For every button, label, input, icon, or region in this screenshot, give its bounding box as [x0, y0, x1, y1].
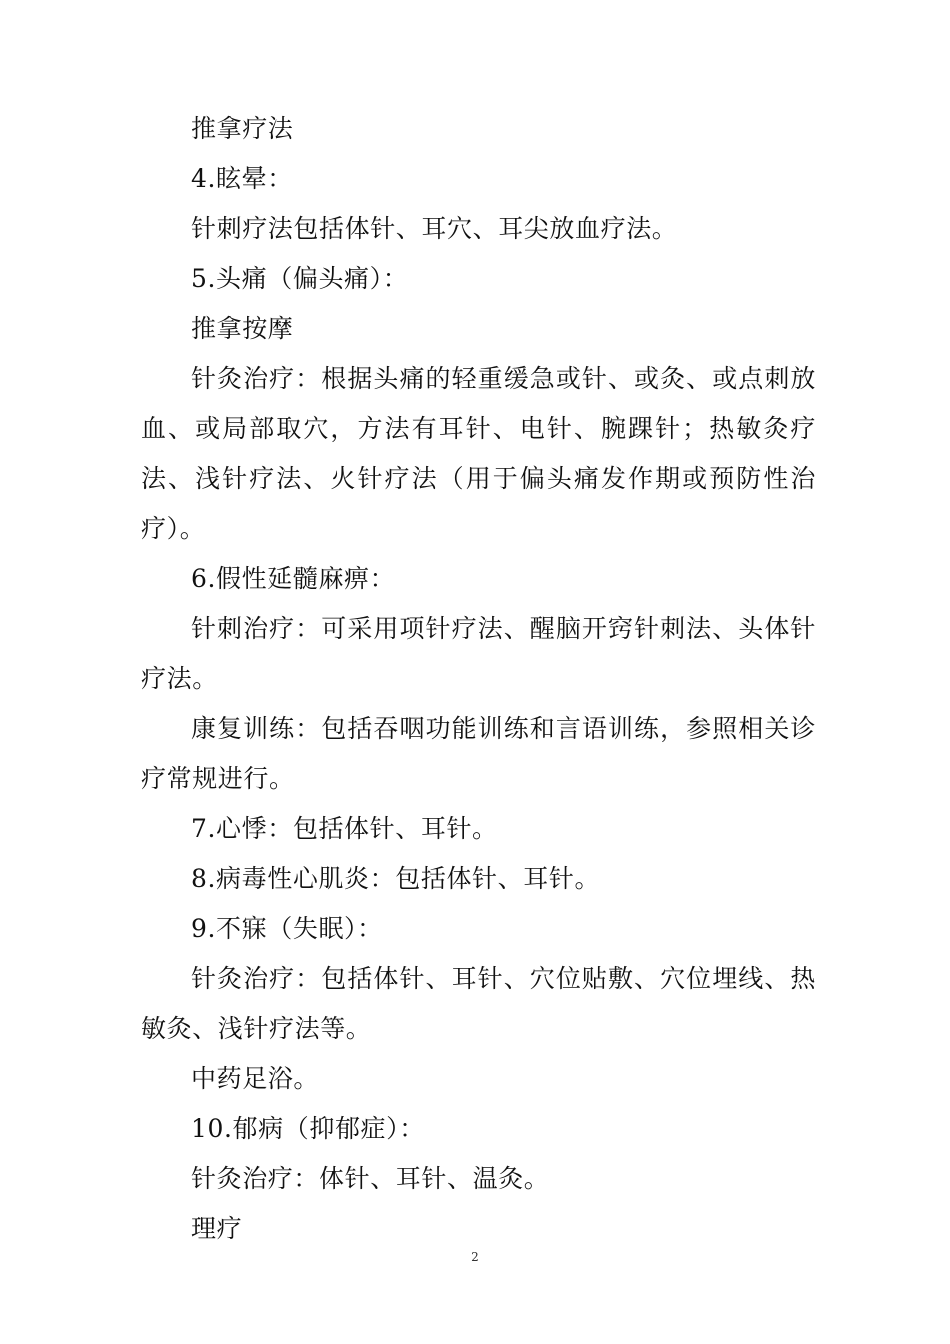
paragraph-1: 推拿疗法 — [191, 114, 294, 143]
paragraph-9: 康复训练：包括吞咽功能训练和言语训练，参照相关诊疗常规进行。 — [141, 714, 816, 793]
document-body — [141, 104, 816, 1254]
paragraph-4: 5.头痛（偏头痛）： — [191, 264, 409, 293]
paragraph-6: 针灸治疗：根据头痛的轻重缓急或针、或灸、或点刺放血、或局部取穴，方法有耳针、电针、腕踝针；热敏灸疗法、浅针疗法、火针疗法（用于偏头痛发作期或预防性治疗）。 — [141, 364, 816, 543]
paragraph-5: 推拿按摩 — [191, 314, 294, 343]
paragraph-17: 理疗 — [191, 1214, 243, 1243]
paragraph-8: 针刺治疗：可采用项针疗法、醒脑开窍针刺法、头体针疗法。 — [141, 614, 816, 693]
paragraph-3: 针刺疗法包括体针、耳穴、耳尖放血疗法。 — [191, 214, 678, 243]
paragraph-13: 针灸治疗：包括体针、耳针、穴位贴敷、穴位埋线、热敏灸、浅针疗法等。 — [141, 964, 816, 1043]
paragraph-14: 中药足浴。 — [191, 1064, 320, 1093]
paragraph-2: 4.眩晕： — [191, 164, 293, 193]
paragraph-12: 9.不寐（失眠）： — [191, 914, 383, 943]
paragraph-7: 6.假性延髓麻痹： — [191, 564, 396, 593]
paragraph-11: 8.病毒性心肌炎：包括体针、耳针。 — [191, 864, 601, 893]
page-number: 2 — [471, 1250, 479, 1264]
paragraph-16: 针灸治疗：体针、耳针、温灸。 — [191, 1164, 550, 1193]
paragraph-15: 10.郁病（抑郁症）： — [191, 1114, 425, 1143]
paragraph-10: 7.心悸：包括体针、耳针。 — [191, 814, 498, 843]
